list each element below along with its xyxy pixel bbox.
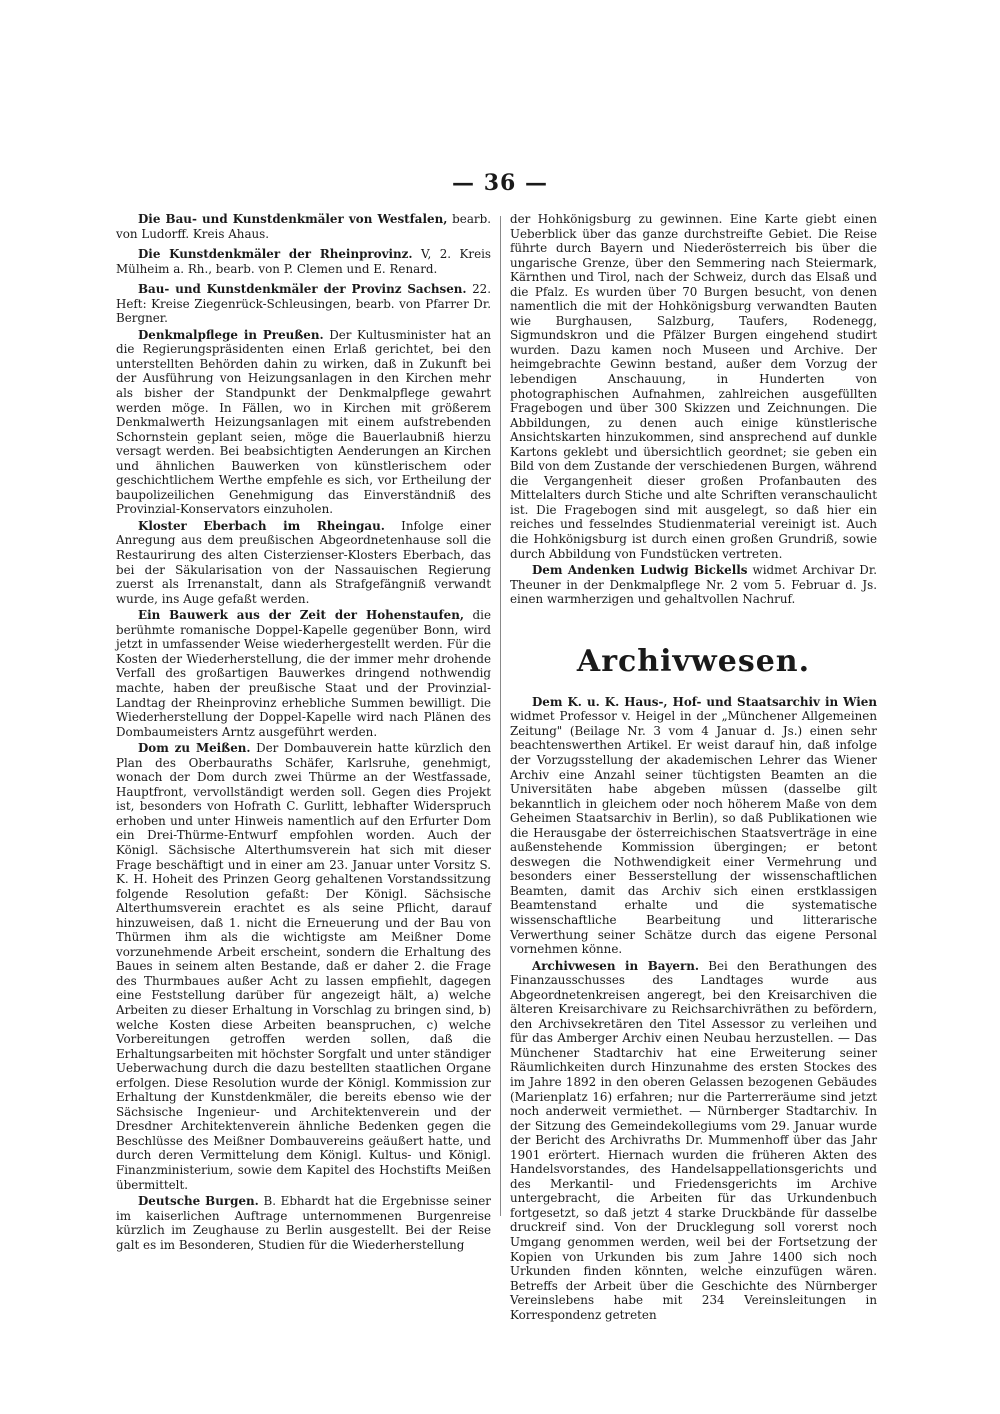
column-divider — [500, 216, 501, 1216]
article-kloster-eberbach — [116, 519, 491, 606]
right-column — [510, 212, 877, 1324]
article-heading: Dem K. u. K. Haus-, Hof- und Staatsarchiv in Wien — [532, 694, 877, 709]
article-deutsche-burgen — [116, 1194, 491, 1252]
article-body: Der Kultusminister hat an die Regierungspräsidenten einen Erlaß gerichtet, bei den unterstellten Behörden dahin zu wirken, daß in Zukunft bei der Ausführung von Heizungsanlagen in den Kirchen mehr als bisher der Standpunkt der Denkmalpflege gewahrt werden möge. In Fällen, wo in Kirchen mit größerem Denkmalwerth Heizungsanlagen mit einem aufstrebenden Schornstein geplant seien, möge die Bauerlaubniß hierzu versagt werden. Bei beabsichtigten Aenderungen an Kirchen und ähnlichen Bauwerken von künstlerischem oder geschichtlichem Werthe empfehle es sich, vor Ertheilung der baupolizeilichen Genehmigung das Einverständniß des Provinzial-Konservators einzuholen. — [116, 327, 491, 517]
article-sachsen — [116, 282, 491, 326]
article-heading: Bau- und Kunstdenkmäler der Provinz Sachsen. — [138, 282, 467, 297]
article-heading: Denkmalpflege in Preußen. — [138, 327, 324, 342]
article-heading: Kloster Eberbach im Rheingau. — [138, 518, 385, 533]
article-body: Der Dombauverein hatte kürzlich den Plan des Oberbauraths Schäfer, Karlsruhe, genehmigt, wonach der Dom durch zwei Thürme an der Westfassade, Hauptfront, vervollständigt werden soll. Gegen dies Projekt ist, besonders von Hofrath C. Gurlitt, lebhafter Widerspruch erhoben und unter Hinweis namentlich auf den Erfurter Dom ein Drei-Thürme-Entwurf empfohlen worden. Auch der Königl. Sächsische Alterthumsverein hat sich mit dieser Frage beschäftigt und in einer am 23. Januar unter Vorsitz S. K. H. Hoheit des Prinzen Georg gehaltenen Vorstandssitzung folgende Resolution gefaßt: Der Königl. Sächsische Alterthumsverein erachtet es als seine Pflicht, darauf hinzuweisen, daß 1. nicht die Erneuerung und der Bau von Thürmen ihm als die wichtigste am Meißner Dome vorzunehmende Arbeit erscheint, sondern die Erhaltung des Baues in seinem alten Bestande, daß er daher 2. die Frage des Thurmbaues außer Acht zu lassen empfiehlt, dagegen eine Feststellung darüber für angezeigt hält, a) welche Arbeiten zu dieser Erhaltung in Vorschlag zu bringen sind, b) welche Kosten diese Arbeiten beanspruchen, c) welche Vorbereitungen getroffen werden sollen, daß die Erhaltungsarbeiten mit höchster Sorgfalt und unter ständiger Ueberwachung durch die dazu bestellten staatlichen Organe erfolgen. Diese Resolution wurde der Königl. Kommission zur Erhaltung der Kunstdenkmäler, die bereits ebenso wie der Sächsische Ingenieur- und Architektenverein und der Dresdner Architektenverein ähnliche Bedenken gegen die Beschlüsse des Meißner Dombauvereins geäußert hatte, und durch deren Vermittelung dem Königl. Kultus- und Königl. Finanzministerium, sowie dem Kapitel des Hochstifts Meißen übermittelt. — [116, 741, 491, 1192]
article-hohenstaufen — [116, 608, 491, 739]
section-title-archivwesen: Archivwesen. — [576, 643, 811, 679]
article-body: Bei den Berathungen des Finanzausschusses des Landtages wurde aus Abgeordnetenkreisen angeregt, bei den Kreisarchiven die älteren Kreisarchivare zu Reichsarchivräthen zu befördern, den Archivsekretären den Titel Assessor zu verleihen und für das Amberger Archiv einen Neubau herzustellen. — Das Münchener Stadtarchiv hat eine Erweiterung seiner Räumlichkeiten durch Hinzunahme des ersten Stockes des im Jahre 1892 in den oberen Gelassen bezogenen Gebäudes (Marienplatz 16) erfahren; nur die Parterreräume sind jetzt noch anderweit vermiethet. — Nürnberger Stadtarchiv. In der Sitzung des Gemeindekollegiums vom 29. Januar wurde der Bericht des Archivraths Dr. Mummenhoff über das Jahr 1901 erörtert. Hiernach wurden die früheren Akten des Handelsvorstandes, des Handelsappellationsgerichts und des Merkantil- und Friedensgerichts im Archive untergebracht, die Arbeiten für das Urkundenbuch fortgesetzt, so daß jetzt 4 starke Druckbände für dasselbe druckreif sind. Von der Drucklegung soll vorerst noch Umgang genommen werden, weil bei der Fortsetzung der Kopien von Urkunden bis zum Jahre 1400 sich noch Urkunden finden könnten, welche einzufügen wären. Betreffs der Arbeit über die Geschichte des Nürnberger Vereinslebens habe mit 234 Vereinsleitungen in Korrespondenz getreten — [510, 958, 877, 1322]
article-heading: Deutsche Burgen. — [138, 1194, 259, 1209]
article-body: V, 2. Kreis Mülheim a. Rh., bearb. von P. Clemen und E. Renard. — [116, 247, 492, 276]
page-number: — 36 — — [452, 170, 548, 196]
article-body: Infolge einer Anregung aus dem preußischen Abgeordnetenhause soll die Restaurirung des alten Cisterzienser-Klosters Eberbach, das bei der Säkularisation von der Nassauischen Regierung zuerst als Irrenanstalt, dann als Strafgefängniß verwandt wurde, ins Auge gefaßt werden. — [116, 518, 491, 606]
article-westfalen — [116, 212, 491, 241]
article-body: die berühmte romanische Doppel-Kapelle gegenüber Bonn, wird jetzt in umfassender Weise wiederhergestellt werden. Für die Kosten der Wiederherstellung, die der immer mehr drohende Verfall des großartigen Bauwerkes dringend nothwendig machte, haben der preußische Staat und der Provinzial-Landtag der Rheinprovinz erhebliche Summen bewilligt. Die Wiederherstellung der Doppel-Kapelle wird nach Plänen des Dombaumeisters Arntz ausgeführt werden. — [116, 608, 491, 739]
article-rheinprovinz — [116, 247, 491, 276]
article-body: widmet Professor v. Heigel in der „Münchener Allgemeinen Zeitung" (Beilage Nr. 3 vom 4 Januar d. Js.) einen sehr beachtenswerthen Artikel. Er weist darauf hin, daß infolge der Vorzugsstellung der akademischen Lehrer das Wiener Archiv eine Anzahl seiner tüchtigsten Beamten an die Universitäten habe abgeben müssen (dasselbe gilt bekanntlich in gleichem oder noch höherem Maße von dem Geheimen Staatsarchiv in Berlin), so daß Publikationen wie die Herausgabe der österreichischen Staatsverträge in eine außenstehende Kommission übergingen; er betont deswegen die Nothwendigkeit einer Vermehrung und besonders einer Besserstellung der wissenschaftlichen Beamten, damit das Archiv sich einen erstklassigen Beamtenstand erhalte und die systematische wissenschaftliche Bearbeitung und litterarische Verwerthung seiner Schätze durch das eigene Personal vornehmen könne. — [510, 709, 877, 957]
article-heading: Archivwesen in Bayern. — [532, 958, 700, 973]
article-heading: Die Kunstdenkmäler der Rheinprovinz. — [138, 247, 413, 262]
article-body: 22. Heft: Kreise Ziegenrück-Schleusingen, bearb. von Pfarrer Dr. Bergner. — [116, 282, 491, 326]
article-heading: Die Bau- und Kunstdenkmäler von Westfalen, — [138, 212, 448, 226]
article-heading: Dom zu Meißen. — [138, 741, 251, 756]
article-body: bearb. von Ludorff. Kreis Ahaus. — [116, 212, 491, 241]
article-denkmalpflege-preussen — [116, 328, 491, 517]
article-body: widmet Archivar Dr. Theuner in der Denkmalpflege Nr. 2 vom 5. Februar d. Js. einen warmherzigen und gehaltvollen Nachruf. — [510, 563, 877, 607]
article-staatsarchiv-wien — [510, 695, 877, 957]
article-heading: Ein Bauwerk aus der Zeit der Hohenstaufen, — [138, 608, 464, 623]
left-column — [116, 212, 491, 1254]
article-bickell — [510, 563, 877, 607]
article-deutsche-burgen-continued — [510, 212, 877, 561]
article-body: B. Ebhardt hat die Ergebnisse seiner im kaiserlichen Auftrage unternommenen Burgenreise kürzlich im Zeughause zu Berlin ausgestellt. Bei der Reise galt es im Besonderen, Studien für die Wiederherstellung — [116, 1194, 491, 1252]
article-dom-meissen — [116, 741, 491, 1192]
article-body: der Hohkönigsburg zu gewinnen. Eine Karte giebt einen Ueberblick über das ganze durchstreifte Gebiet. Die Reise führte durch Bayern und Niederösterreich bis über die ungarische Grenze, über den Semmering nach Steiermark, Kärnthen und Tirol, nach der Schweiz, durch das Elsaß und die Pfalz. Es wurden über 70 Burgen besucht, von denen namentlich die mit der Hohkönigsburg verwandten Bauten wie Burghausen, Salzburg, Taufers, Rodenegg, Sigmundskron und die Pfälzer Burgen eingehend studirt wurden. Dazu kamen noch Museen und Archive. Der heimgebrachte Gewinn bestand, außer dem Vorzug der lebendigen Anschauung, in Hunderten von photographischen Aufnahmen, zahlreichen ausgefüllten Fragebogen und über 300 Skizzen und Zeichnungen. Die Abbildungen, zu denen auch einige künstlerische Ansichtskarten hinzukommen, sind ansprechend auf dunkle Kartons geklebt und übersichtlich geordnet; sie geben ein Bild von dem Zustande der verschiedenen Burgen, während die Vergangenheit dieser großen Profanbauten des Mittelalters durch Stiche und alte Schriften veranschaulicht ist. Die Fragebogen sind mit ausgelegt, so daß hier ein reiches und fesselndes Studienmaterial vereinigt ist. Auch die Hohkönigsburg ist durch einen großen Grundriß, sowie durch Abbildung von Fundstücken vertreten. — [510, 212, 877, 561]
article-heading: Dem Andenken Ludwig Bickells — [532, 563, 748, 578]
article-archivwesen-bayern — [510, 959, 877, 1323]
